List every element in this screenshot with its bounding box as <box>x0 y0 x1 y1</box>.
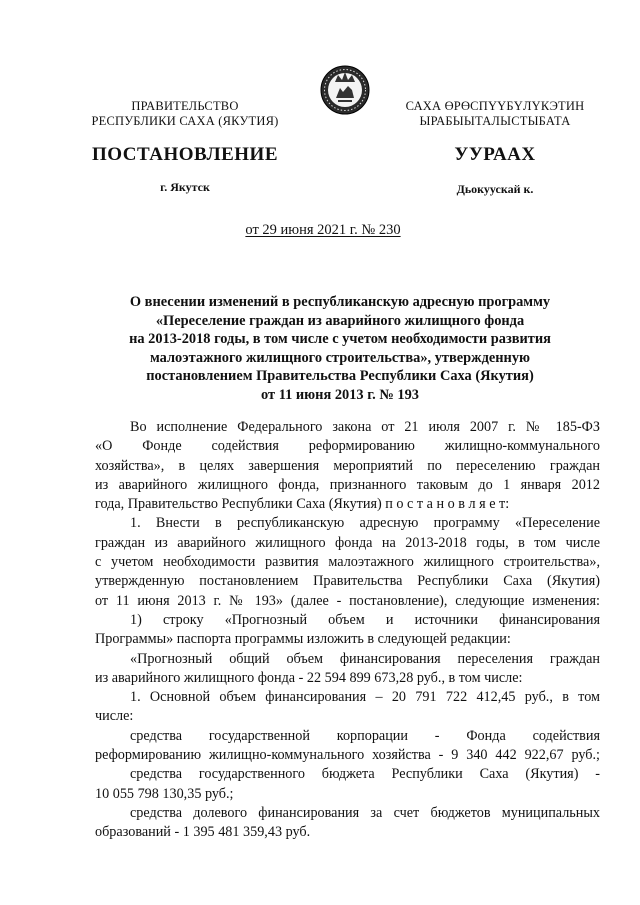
body-line: хозяйства», в целях завершения мероприятий по переселению граждан <box>95 457 600 474</box>
org-name-russian <box>60 99 310 128</box>
body-line: средства долевого финансирования за счет бюджетов муниципальных <box>130 804 600 821</box>
coat-of-arms-emblem <box>318 60 372 120</box>
body-line: 1. Внести в республиканскую адресную программу «Переселение <box>130 515 600 532</box>
org-name-line: ЫРАБЫЫТАЛЫСТЫБАТА <box>419 113 571 128</box>
doc-type-russian: ПОСТАНОВЛЕНИЕ <box>91 144 279 165</box>
org-name-line: РЕСПУБЛИКИ САХА (ЯКУТИЯ) <box>91 113 279 128</box>
body-line: от 11 июня 2013 г. № 193» (далее - постановление), следующие изменения: <box>95 592 600 609</box>
body-line: 1) строку «Прогнозный объем и источники финансирования <box>130 611 600 628</box>
org-name-yakut <box>375 99 615 128</box>
body-line: года, Правительство Республики Саха (Якутия) п о с т а н о в л я е т: <box>95 496 510 513</box>
body-line: утвержденную постановлением Правительства Республики Саха (Якутия) <box>95 573 600 590</box>
org-name-line: САХА ӨРӨСПҮҮБҮЛҮКЭТИН <box>405 99 585 113</box>
title-line: от 11 июня 2013 г. № 193 <box>261 386 419 403</box>
city-russian: г. Якутск <box>160 180 210 194</box>
title-line: «Переселение граждан из аварийного жилищного фонда <box>155 312 525 329</box>
doc-type-yakut: УУРААХ <box>454 144 536 165</box>
document-date-number: от 29 июня 2021 г. № 230 <box>245 222 401 238</box>
body-line: средства государственного бюджета Республики Саха (Якутия) - <box>130 766 600 783</box>
body-line: из аварийного жилищного фонда, признанного таковым до 1 января 2012 <box>95 476 600 493</box>
org-name-line: ПРАВИТЕЛЬСТВО <box>131 99 239 113</box>
body-line: из аварийного жилищного фонда - 22 594 899 673,28 руб., в том числе: <box>95 669 523 686</box>
body-line: Во исполнение Федерального закона от 21 июля 2007 г. № 185-ФЗ <box>130 419 600 435</box>
body-line: «Прогнозный общий объем финансирования переселения граждан <box>130 650 600 667</box>
document-title <box>70 293 610 405</box>
title-line: О внесении изменений в республиканскую адресную программу <box>129 294 551 310</box>
body-line: 1. Основной объем финансирования – 20 791 722 412,45 руб., в том <box>130 689 600 706</box>
body-line: «О Фонде содействия реформированию жилищно-коммунального <box>95 438 600 455</box>
body-line: средства государственной корпорации - Фонда содействия <box>130 727 600 744</box>
body-line: 10 055 798 130,35 руб.; <box>95 785 234 802</box>
body-line: реформированию жилищно-коммунального хозяйства - 9 340 442 922,67 руб.; <box>95 747 600 764</box>
body-line: образований - 1 395 481 359,43 руб. <box>95 824 311 841</box>
body-line: числе: <box>95 708 134 725</box>
title-line: малоэтажного жилищного строительства», утвержденную <box>149 349 531 366</box>
body-line: Программы» паспорта программы изложить в следующей редакции: <box>95 631 511 648</box>
document-body <box>95 418 600 843</box>
body-line: с учетом необходимости развития малоэтажного жилищного строительства», <box>95 554 600 571</box>
title-line: постановлением Правительства Республики Саха (Якутия) <box>146 368 534 385</box>
title-line: на 2013-2018 годы, в том числе с учетом необходимости развития <box>129 331 551 348</box>
city-yakut: Дьокуускай к. <box>456 182 534 196</box>
body-line: граждан из аварийного жилищного фонда на 2013-2018 годы, в том числе <box>95 534 600 551</box>
